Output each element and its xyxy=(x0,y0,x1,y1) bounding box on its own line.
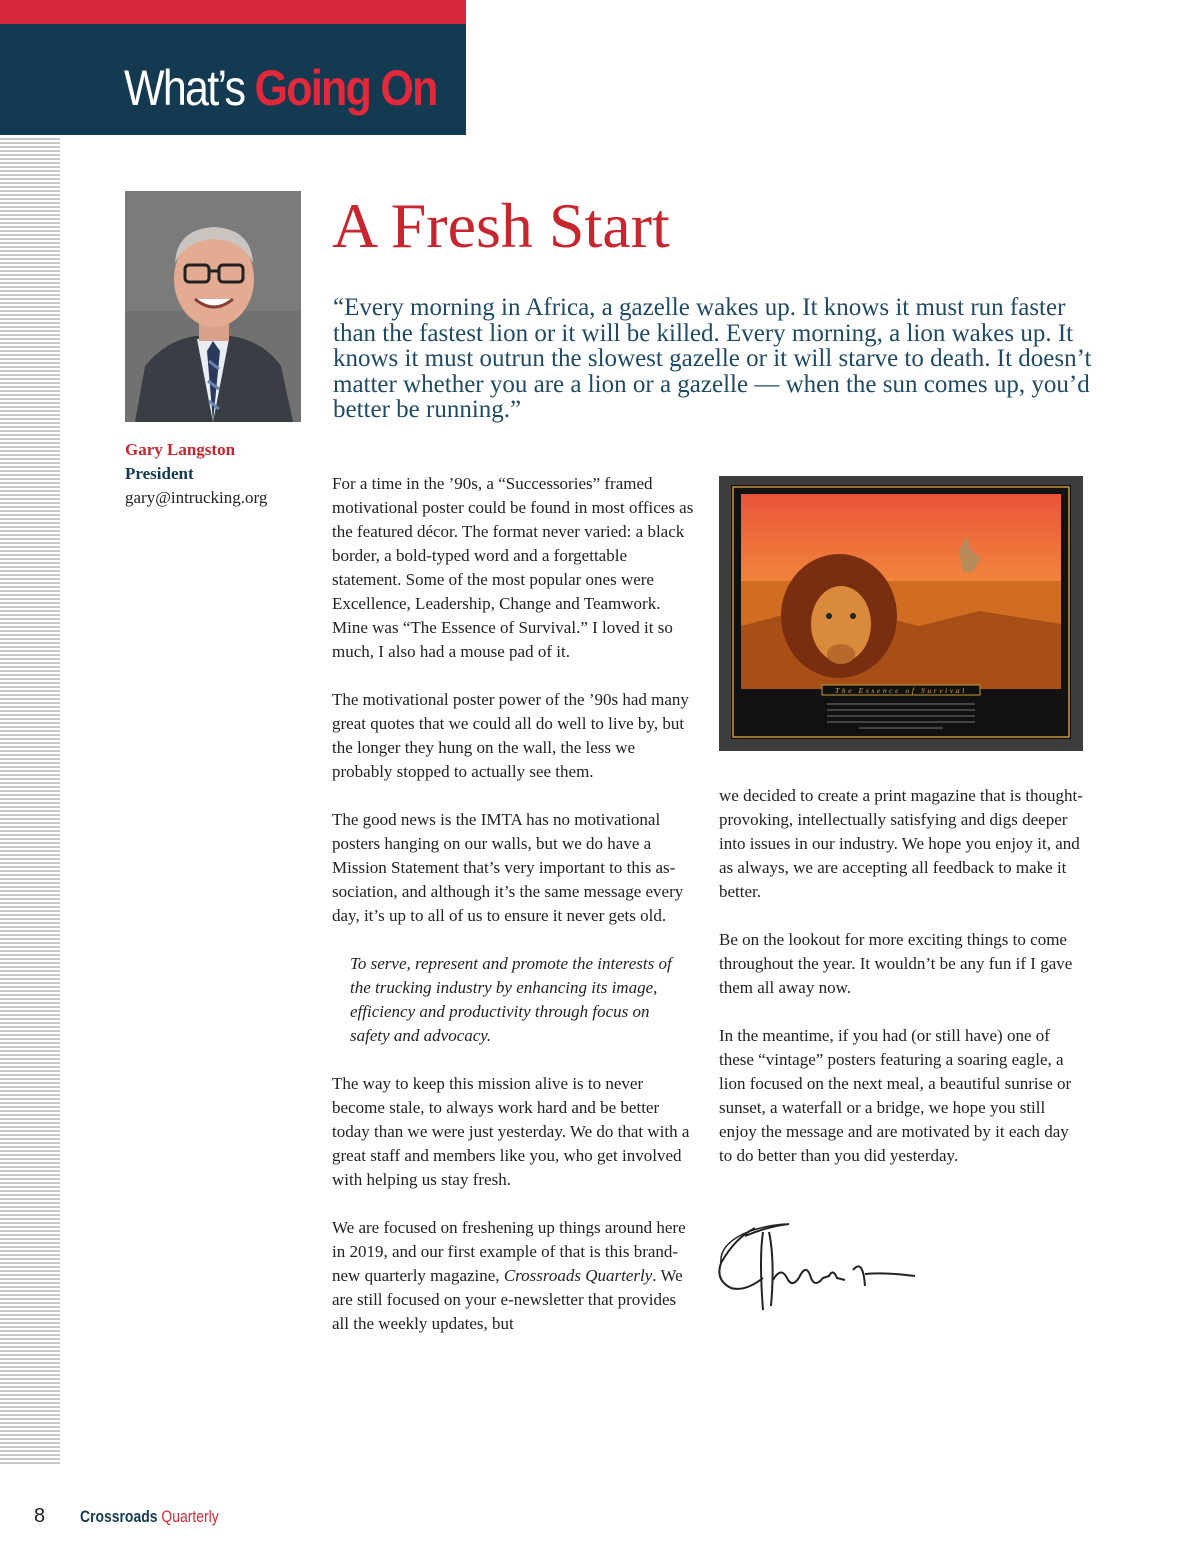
article-headline: A Fresh Start xyxy=(332,190,670,261)
author-role: President xyxy=(125,464,194,483)
magazine-title-italic: Crossroads Quarterly xyxy=(503,1266,653,1285)
magazine-name-light: Quarterly xyxy=(161,1507,219,1526)
magazine-name-bold: Crossroads xyxy=(80,1507,158,1526)
section-title xyxy=(124,52,437,124)
right-column xyxy=(719,784,1085,1192)
author-email[interactable]: gary@intrucking.org xyxy=(125,488,268,507)
paragraph: The good news is the IMTA has no motivational posters hanging on our walls, but we do have a Mission Statement that’s very important to this association, and although it’s the same message every day, it’s up to all of us to ensure it never gets old. xyxy=(332,810,684,925)
paragraph-last xyxy=(332,1216,694,1336)
section-title-accent: Going On xyxy=(254,60,437,116)
paragraph-text: . We are still focused on your e-newsletter that provides all the weekly updates, but xyxy=(332,1266,683,1333)
author-block xyxy=(125,438,267,510)
section-title-prefix: What’s xyxy=(124,60,245,116)
magazine-name xyxy=(80,1505,219,1529)
lion-poster-image xyxy=(719,476,1083,751)
poster-caption: The Essence of Survival xyxy=(835,686,967,695)
paragraph: In the meantime, if you had (or still have) one of these “vintage” posters featuring a soaring eagle, a lion focused on the next meal, a beautiful sunrise or sunset, a waterfall or a bridge, we hope you still enjoy the message and are motivated by it each day to do better than you did yesterday. xyxy=(719,1026,1072,1165)
pull-quote: “Every morning in Africa, a gazelle wakes up. It knows it must run faster than the fastest lion or it will be killed. Every morning, a lion wakes up. It knows it must outrun the slowest gazelle or it will starve to death. It doesn’t matter whether you are a lion or a gazelle — when the sun comes up, you’d better be running.” xyxy=(333,294,1092,423)
portrait-photo-icon xyxy=(125,191,301,422)
paragraph: The motivational poster power of the ’90s had many great quotes that we could all do well to live by, but the longer they hung on the wall, the less we probably stopped to actually see them. xyxy=(332,690,689,781)
paragraph: For a time in the ’90s, a “Successories” framed motivational poster could be found in most offices as the featured décor. The format never varied: a black border, a bold-typed word and a forgettable statement. Some of the most popular ones were Excellence, Leadership, Change and Teamwork. Mine was “The Essence of Survival.” I loved it so much, I also had a mouse pad of it. xyxy=(332,474,694,661)
author-name: Gary Langston xyxy=(125,440,236,459)
paragraph: Be on the lookout for more exciting things to come throughout the year. It wouldn’t be any fun if I gave them all away now. xyxy=(719,930,1073,997)
signature-image xyxy=(715,1218,920,1318)
left-column xyxy=(332,472,694,1360)
header-red-bar xyxy=(0,0,466,24)
paragraph: The way to keep this mission alive is to never become stale, to always work hard and be better today than we were just yesterday. We do that with a great staff and members like you, who get involved with helping us stay fresh. xyxy=(332,1074,690,1189)
paragraph-text: We are focused on freshening up things around here in 2019, and our first example of that is this brand-new quarterly magazine, xyxy=(332,1218,686,1285)
page-number: 8 xyxy=(34,1505,46,1527)
mission-statement: To serve, represent and promote the interests of the trucking industry by enhancing its image, efficiency and productivity through focus on safety and advocacy. xyxy=(350,954,672,1045)
side-stripes xyxy=(0,138,60,1466)
paragraph: we decided to create a print magazine that is thought-provoking, intellectually satisfying and digs deeper into issues in our industry. We hope you enjoy it, and as always, we are accepting all feedback to make it better. xyxy=(719,786,1083,901)
